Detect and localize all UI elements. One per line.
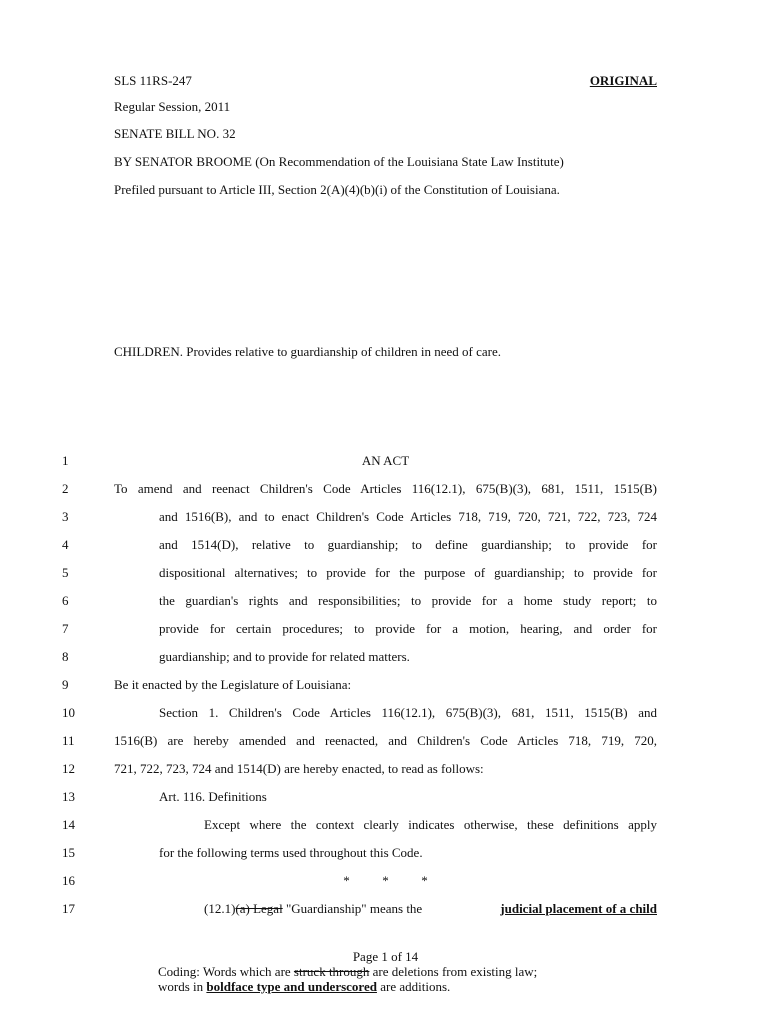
line-number: 3	[62, 509, 69, 524]
coding-text: are deletions from existing law;	[369, 964, 538, 979]
text-line: and 1514(D), relative to guardianship; to define guardianship; to provide for	[159, 537, 657, 552]
line-number: 14	[62, 817, 75, 832]
struck-example: struck through	[293, 964, 370, 979]
session: Regular Session, 2011	[114, 99, 231, 114]
line-number: 17	[62, 901, 75, 916]
digest: CHILDREN. Provides relative to guardianship of children in need of care.	[114, 344, 501, 359]
coding-line-2	[158, 979, 618, 994]
act-title: AN ACT	[361, 453, 410, 468]
line-number: 11	[62, 733, 75, 748]
prefiled-note: Prefiled pursuant to Article III, Section 2(A)(4)(b)(i) of the Constitution of Louisiana.	[114, 182, 560, 197]
line-number: 4	[62, 537, 69, 552]
line-number: 2	[62, 481, 69, 496]
original-label: ORIGINAL	[589, 73, 657, 88]
line-number: 1	[62, 453, 69, 468]
bill-number: SENATE BILL NO. 32	[114, 126, 236, 141]
text-line: 1516(B) are hereby amended and reenacted, and Children's Code Articles 718, 719, 720,	[114, 733, 657, 748]
paragraph-number: (12.1)	[204, 901, 236, 916]
text-line: for the following terms used throughout this Code.	[159, 845, 423, 860]
line-number: 10	[62, 705, 75, 720]
text-line: and 1516(B), and to enact Children's Code Articles 718, 719, 720, 721, 722, 723, 724	[159, 509, 657, 524]
line-number: 7	[62, 621, 69, 636]
page-number: Page 1 of 14	[352, 949, 419, 964]
added-text: judicial placement of a child	[500, 901, 657, 916]
text-line: Except where the context clearly indicates otherwise, these definitions apply	[204, 817, 657, 832]
line-number: 5	[62, 565, 69, 580]
text-line: the guardian's rights and responsibilities; to provide for a home study report; to	[159, 593, 657, 608]
line-number: 16	[62, 873, 75, 888]
text-line: dispositional alternatives; to provide for the purpose of guardianship; to provide for	[159, 565, 657, 580]
text-line: guardianship; and to provide for related matters.	[159, 649, 410, 664]
definition-line	[204, 901, 657, 917]
coding-text: are additions.	[376, 979, 451, 994]
coding-line-1	[158, 964, 618, 979]
text-line: provide for certain procedures; to provide for a motion, hearing, and order for	[159, 621, 657, 636]
added-example: boldface type and underscored	[206, 979, 377, 994]
article-heading: Art. 116. Definitions	[159, 789, 267, 804]
bill-id: SLS 11RS-247	[114, 73, 192, 88]
line-number: 8	[62, 649, 69, 664]
line-number: 12	[62, 761, 75, 776]
plain-text: "Guardianship" means the	[282, 901, 426, 916]
omission-asterisks: * * *	[343, 873, 428, 888]
line-number: 6	[62, 593, 69, 608]
line-number: 15	[62, 845, 75, 860]
text-line: Be it enacted by the Legislature of Louisiana:	[114, 677, 352, 692]
definition-text	[204, 901, 425, 917]
coding-text: words in	[158, 979, 207, 994]
text-line: To amend and reenact Children's Code Articles 116(12.1), 675(B)(3), 681, 1511, 1515(B)	[114, 481, 657, 496]
coding-legend	[158, 964, 618, 994]
text-line: Section 1. Children's Code Articles 116(12.1), 675(B)(3), 681, 1511, 1515(B) and	[159, 705, 657, 720]
sponsor: BY SENATOR BROOME (On Recommendation of the Louisiana State Law Institute)	[114, 154, 564, 169]
coding-text: Coding: Words which are	[158, 964, 294, 979]
line-number: 9	[62, 677, 69, 692]
text-line: 721, 722, 723, 724 and 1514(D) are hereby enacted, to read as follows:	[114, 761, 484, 776]
line-number: 13	[62, 789, 75, 804]
struck-text: (a) Legal	[235, 901, 283, 916]
